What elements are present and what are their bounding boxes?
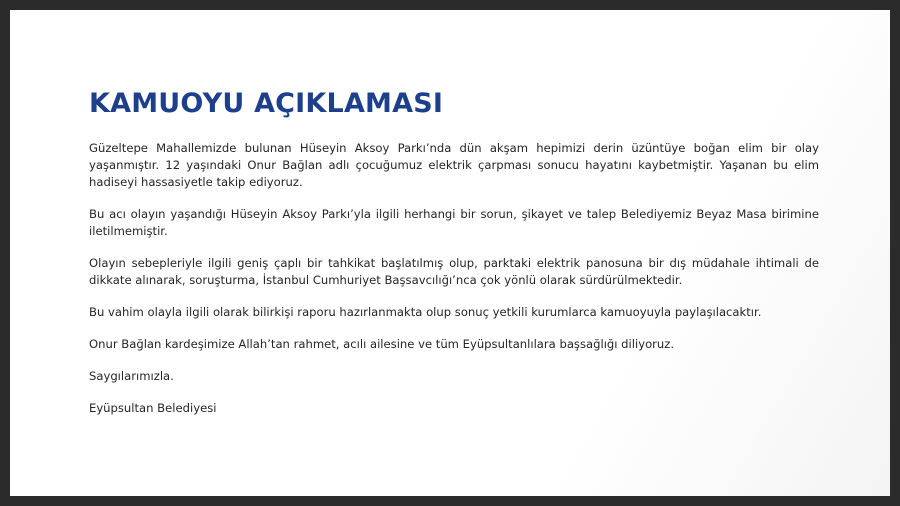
paragraph-investigation: Olayın sebepleriyle ilgili geniş çaplı bir tahkikat başlatılmış olup, parktaki elektrik panosuna bir dış müdahale ihtimali de dikkate alınarak, soruşturma, İstanbul Cumhuriyet Başsavcılığı’nca çok yönlü olarak sürdürülmektedir. <box>89 256 819 287</box>
closing-regards: Saygılarımızla. <box>89 369 174 383</box>
paragraph-incident: Güzeltepe Mahallemizde bulunan Hüseyin Aksoy Parkı’nda dün akşam hepimizi derin üzüntüye boğan elim bir olay yaşanmıştır. 12 yaşındaki Onur Bağlan adlı çocuğumuz elektrik çarpması sonucu hayatını kaybetmiştir. Yaşanan bu elim hadiseyi hassasiyetle takip ediyoruz. <box>89 141 819 189</box>
statement-page <box>10 10 890 496</box>
statement-body <box>89 140 819 432</box>
signature-municipality: Eyüpsultan Belediyesi <box>89 401 217 415</box>
paragraph-expert-report: Bu vahim olayla ilgili olarak bilirkişi raporu hazırlanmakta olup sonuç yetkili kurumlarca kamuoyuyla paylaşılacaktır. <box>89 305 762 319</box>
page-title: KAMUOYU AÇIKLAMASI <box>89 88 444 119</box>
paragraph-condolences: Onur Bağlan kardeşimize Allah’tan rahmet, acılı ailesine ve tüm Eyüpsultanlılara başsağlığı diliyoruz. <box>89 337 675 351</box>
paragraph-no-complaints: Bu acı olayın yaşandığı Hüseyin Aksoy Parkı’yla ilgili herhangi bir sorun, şikayet ve talep Belediyemiz Beyaz Masa birimine iletilmemiştir. <box>89 207 819 238</box>
